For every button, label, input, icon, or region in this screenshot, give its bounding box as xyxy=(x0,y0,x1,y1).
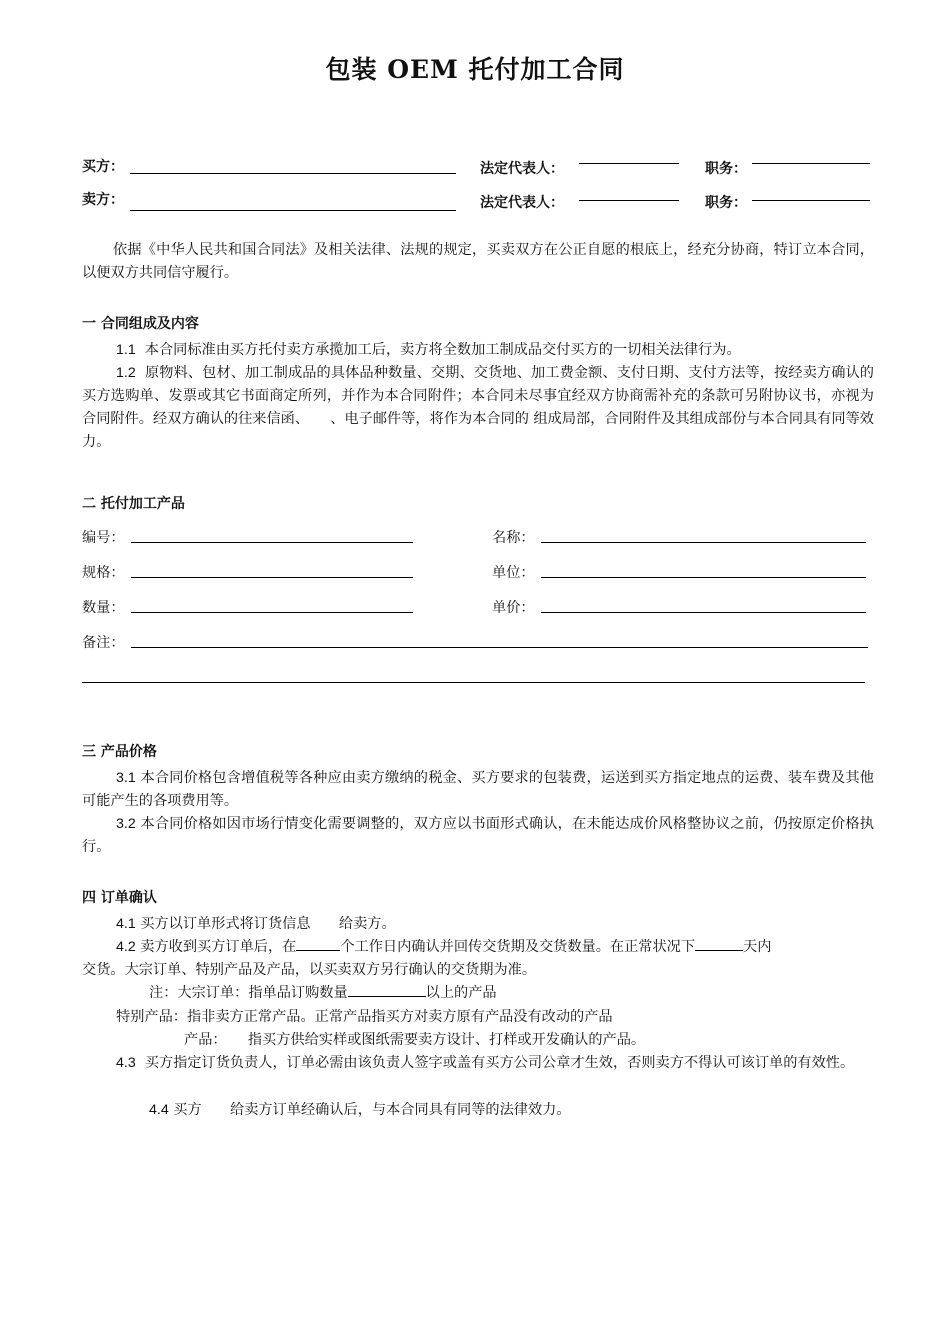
section3-heading: 三 产品价格 xyxy=(82,744,157,760)
buyer-position-label: 职务： xyxy=(705,161,747,177)
clause-4-4-number: 4.4 xyxy=(149,1102,169,1118)
product-price-field[interactable] xyxy=(541,612,866,613)
clause-4-3-text: 买方指定订货负责人，订单必需由该负责人签字或盖有买方公司公章才生效，否则卖方不得认可该订单的有效性。 xyxy=(144,1055,855,1071)
section1-heading: 一 合同组成及内容 xyxy=(82,316,199,332)
confirm-days-field[interactable] xyxy=(296,936,340,951)
product-remark-field-line2[interactable] xyxy=(82,682,865,683)
product-qty-label: 数量： xyxy=(82,600,125,616)
product-unit-field[interactable] xyxy=(541,577,866,578)
buyer-label: 买方： xyxy=(82,159,124,175)
clause-3-1 xyxy=(82,767,874,813)
buyer-position-field[interactable] xyxy=(752,163,870,164)
clause-3-2-text: 本合同价格如因市场行情变化需要调整的，双方应以书面形式确认，在未能达成价风格整协议之前，仍按原定价格执行。 xyxy=(82,816,874,855)
product-code-label: 编号： xyxy=(82,530,125,546)
clause-4-2-text-a: 卖方收到买方订单后，在 xyxy=(140,939,297,955)
buyer-name-field[interactable] xyxy=(130,173,456,174)
seller-legal-rep-field[interactable] xyxy=(579,200,679,201)
product-unit-label: 单位： xyxy=(492,565,535,581)
note-bulk-order-text-b: 以上的产品 xyxy=(425,985,497,1001)
product-spec-field[interactable] xyxy=(131,577,413,578)
clause-1-1-text: 本合同标准由买方托付卖方承揽加工后，卖方将全数加工制成品交付买方的一切相关法律行为。 xyxy=(144,342,741,358)
clause-1-1 xyxy=(82,339,874,362)
clause-4-2-text-b: 个工作日内确认并回传交货期及交货数量。在正常状况下 xyxy=(340,939,696,955)
note-bulk-order xyxy=(149,982,497,1005)
clause-4-4 xyxy=(149,1099,571,1122)
clause-4-4-text: 买方 给卖方订单经确认后，与本合同具有同等的法律效力。 xyxy=(173,1102,571,1118)
clause-4-3-number: 4.3 xyxy=(116,1055,136,1071)
note-special-product: 特别产品：指非卖方正常产品。正常产品指买方对卖方原有产品没有改动的产品 xyxy=(116,1009,613,1025)
product-name-field[interactable] xyxy=(541,542,866,543)
product-name-label: 名称： xyxy=(492,530,535,546)
product-code-field[interactable] xyxy=(131,542,413,543)
clause-1-2-text: 原物料、包材、加工制成品的具体品种数量、交期、交货地、加工费金额、支付日期、支付方法等，按经卖方确认的买方选购单、发票或其它书面商定所列，并作为本合同附件；本合同未尽事宜经双方协商需补充的条款可另附协议书，亦视为合同附件。经双方确认的往来信函、 、电子邮件等，将作为本合同的 组成局部，合同附件及其组成部份与本合同具有同等效力。 xyxy=(82,365,874,450)
buyer-legal-rep-label: 法定代表人： xyxy=(480,161,564,177)
clause-3-1-number: 3.1 xyxy=(116,770,136,786)
clause-3-2 xyxy=(82,813,874,859)
seller-position-label: 职务： xyxy=(705,195,747,211)
clause-3-2-number: 3.2 xyxy=(116,816,136,832)
clause-4-1-number: 4.1 xyxy=(116,916,136,932)
clause-3-1-text: 本合同价格包含增值税等各种应由卖方缴纳的税金、买方要求的包装费，运送到买方指定地点的运费、装车费及其他可能产生的各项费用等。 xyxy=(82,770,874,809)
product-remark-label: 备注： xyxy=(82,635,125,651)
section4-heading: 四 订单确认 xyxy=(82,890,157,906)
intro-paragraph: 依据《中华人民共和国合同法》及相关法律、法规的规定，买卖双方在公正自愿的根底上，经充分协商，特订立本合同，以便双方共同信守履行。 xyxy=(82,242,874,281)
delivery-days-field[interactable] xyxy=(695,936,743,951)
page-title: 包装 OEM 托付加工合同 xyxy=(325,55,625,84)
clause-4-2 xyxy=(116,936,771,959)
product-remark-field[interactable] xyxy=(131,647,868,648)
note-product: 产品： 指买方供给实样或图纸需要卖方设计、打样或开发确认的产品。 xyxy=(184,1032,646,1048)
bulk-quantity-field[interactable] xyxy=(348,982,426,997)
product-spec-label: 规格： xyxy=(82,565,125,581)
seller-legal-rep-label: 法定代表人： xyxy=(480,195,564,211)
note-bulk-order-text-a: 注：大宗订单：指单品订购数量 xyxy=(149,985,348,1001)
clause-1-2-number: 1.2 xyxy=(116,365,136,381)
seller-label: 卖方： xyxy=(82,192,124,208)
clause-4-1 xyxy=(116,913,396,936)
section2-heading: 二 托付加工产品 xyxy=(82,496,185,512)
clause-4-1-text: 买方以订单形式将订货信息 给卖方。 xyxy=(140,916,396,932)
clause-1-2 xyxy=(82,362,874,454)
buyer-legal-rep-field[interactable] xyxy=(579,163,679,164)
product-price-label: 单价： xyxy=(492,600,535,616)
clause-1-1-number: 1.1 xyxy=(116,342,136,358)
clause-4-2-continued: 交货。大宗订单、特别产品及产品，以买卖双方另行确认的交货期为准。 xyxy=(82,962,537,978)
clause-4-2-text-c: 天内 xyxy=(743,939,772,955)
seller-name-field[interactable] xyxy=(130,210,456,211)
product-qty-field[interactable] xyxy=(131,612,413,613)
clause-4-3 xyxy=(82,1052,874,1075)
seller-position-field[interactable] xyxy=(752,200,870,201)
clause-4-2-number: 4.2 xyxy=(116,939,136,955)
